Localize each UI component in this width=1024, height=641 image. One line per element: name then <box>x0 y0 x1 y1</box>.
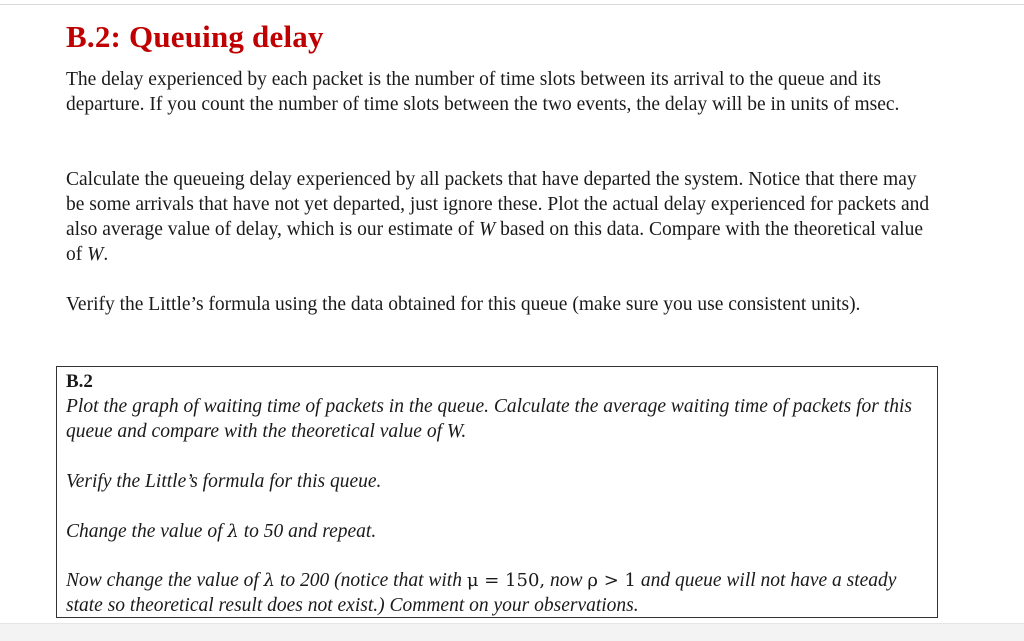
task-text: now <box>545 570 588 591</box>
lambda-glyph: λ <box>263 570 276 591</box>
task-text: and queue will not have a steady state so theoretical result does not exist.) Comment on your observations. <box>66 570 897 616</box>
task-change-lambda-50 <box>66 519 926 544</box>
paragraph-text: . <box>103 244 109 265</box>
paragraph-delay-definition: The delay experienced by each packet is the number of time slots between its arrival to the queue and its departure. If you count the number of time slots between the two events, the delay will be in units of msec. <box>66 69 900 115</box>
variable-w: W <box>87 244 104 265</box>
top-divider <box>0 4 1024 5</box>
lambda-symbol <box>264 570 275 591</box>
section-heading: B.2: Queuing delay <box>66 19 324 54</box>
task-text: Now change the value of <box>66 570 264 591</box>
paragraph-calculate-delay <box>66 167 936 267</box>
task-text: to 200 (notice that with <box>275 570 467 591</box>
lambda-glyph: λ <box>227 521 239 542</box>
task-text: Change the value of <box>66 521 228 542</box>
bottom-band <box>0 623 1024 641</box>
task-change-lambda-200 <box>66 568 926 618</box>
task-title: B.2 <box>66 371 93 392</box>
task-verify-littles: Verify the Little’s formula for this queue. <box>66 471 382 492</box>
task-plot-waiting-time: Plot the graph of waiting time of packets in the queue. Calculate the average waiting time of packets for this queue and compare with the theoretical value of W. <box>66 396 912 442</box>
paragraph-littles-formula: Verify the Little’s formula using the data obtained for this queue (make sure you use consistent units). <box>66 294 861 315</box>
paragraph-text: based on this data. Compare with the theoretical value of <box>66 219 923 265</box>
task-text: to 50 and repeat. <box>238 521 377 542</box>
mu-equation: μ = 150, <box>466 570 546 591</box>
paragraph-text: Calculate the queueing delay experienced by all packets that have departed the system. Notice that there may be some arrivals that have not yet departed, just ignore these. Plot the actual delay experienced for packets and also average value of delay, which is our estimate of <box>66 169 930 240</box>
rho-inequality: ρ > 1 <box>587 570 636 591</box>
task-box <box>56 366 938 618</box>
lambda-symbol <box>227 521 238 542</box>
variable-w: W <box>478 219 496 240</box>
